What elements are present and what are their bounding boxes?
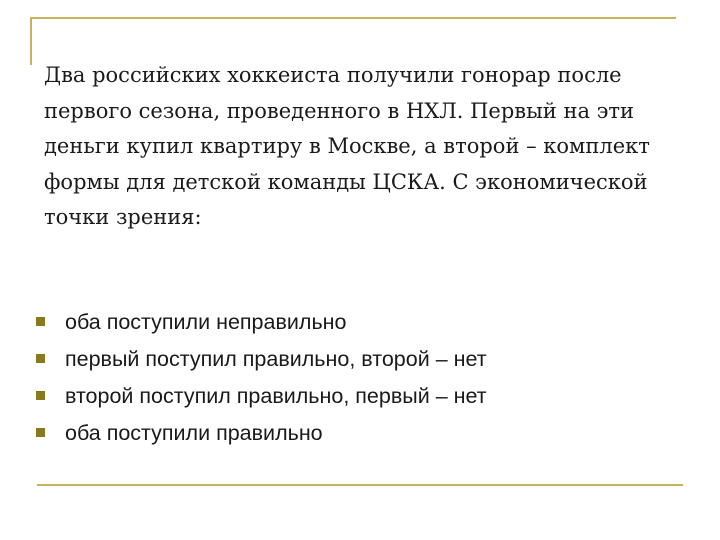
answer-option-3 (36, 378, 676, 415)
square-bullet-icon (36, 317, 45, 326)
answer-option-1 (36, 304, 676, 341)
square-bullet-icon (36, 354, 45, 363)
square-bullet-icon (36, 428, 45, 437)
answer-option-label: первый поступил правильно, второй – нет (65, 347, 487, 371)
square-bullet-icon (36, 391, 45, 400)
answer-options-list (36, 304, 676, 452)
answer-option-2 (36, 341, 676, 378)
bottom-divider (37, 484, 683, 486)
answer-option-label: оба поступили неправильно (65, 310, 347, 334)
top-divider (30, 17, 676, 19)
answer-option-label: второй поступил правильно, первый – нет (65, 384, 487, 408)
answer-option-4 (36, 415, 676, 452)
question-text: Два российских хоккеиста получили гонорар после первого сезона, проведенного в НХЛ. Первый на эти деньги купил квартиру в Москве, а второй – комплект формы для детской команды ЦСКА. С экономической точки зрения: (44, 63, 650, 229)
left-divider (30, 17, 32, 65)
answer-option-label: оба поступили правильно (65, 421, 323, 445)
